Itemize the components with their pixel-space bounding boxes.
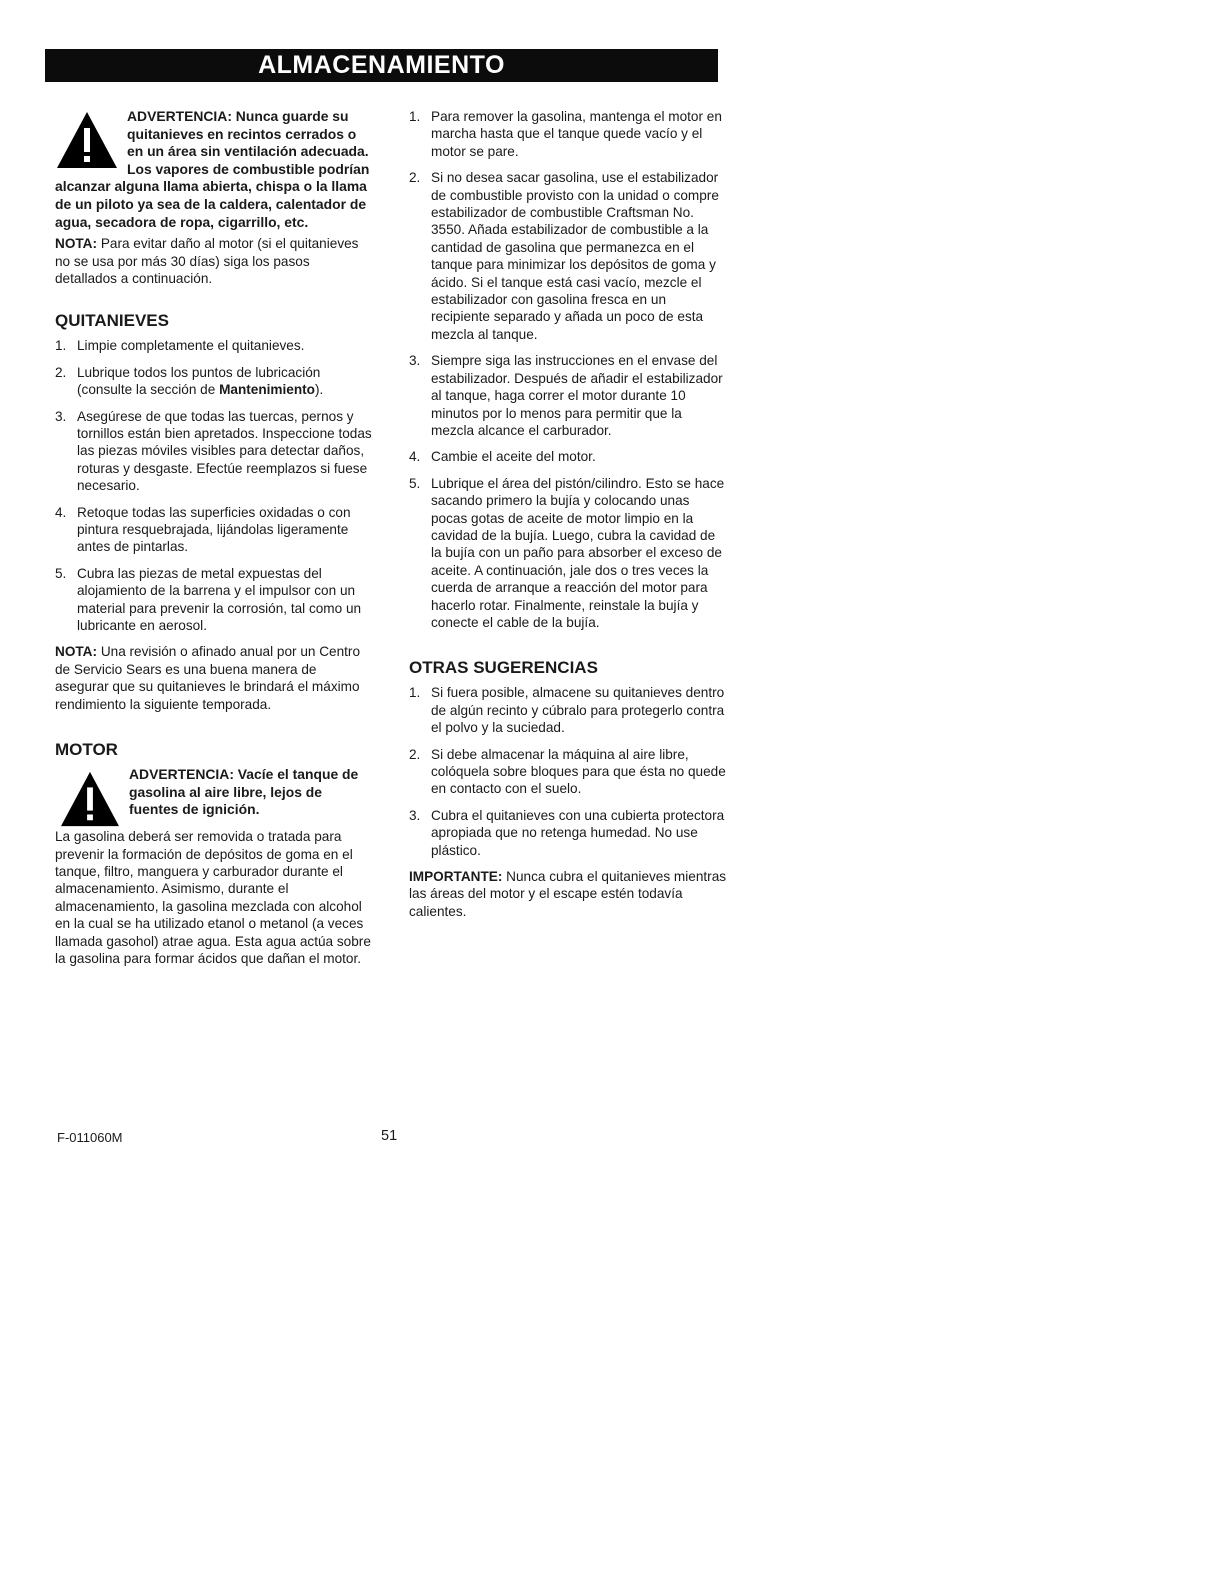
page-number: 51 (381, 1128, 398, 1144)
item-text: Lubrique todos los puntos de lubricación (consulte la sección de (77, 364, 321, 398)
warning-triangle-icon (55, 110, 119, 170)
item-number: 1. (409, 109, 421, 124)
item-text: Cubra las piezas de metal expuestas del alojamiento de la barrena y el impulsor con un material para prevenir la corrosión, tal como un lubricante en aerosol. (77, 565, 362, 634)
item-text: Asegúrese de que todas las tuercas, pernos y tornillos están bien apretados. Inspeccione todas las piezas móviles visibles para detectar daños, roturas y desgaste. Efectúe reemplazos si fuese necesario. (77, 408, 372, 494)
item-text: Para remover la gasolina, mantenga el motor en marcha hasta que el tanque quede vacío y el motor se pare. (431, 109, 722, 159)
note-paragraph (55, 643, 373, 713)
right-column (409, 108, 727, 920)
item-number: 3. (409, 807, 421, 823)
item-text: Limpie completamente el quitanieves. (77, 338, 305, 354)
item-number: 3. (55, 408, 67, 424)
quitanieves-list (55, 337, 373, 634)
item-text: Retoque todas las superficies oxidadas o con pintura resquebrajada, lijándolas ligeramente antes de pintarlas. (77, 504, 351, 555)
motor-steps-list (409, 108, 727, 631)
document-code: F-011060M (57, 1130, 123, 1145)
list-item (55, 408, 373, 495)
note-text: Para evitar daño al motor (si el quitanieves no se usa por más 30 días) siga los pasos detallados a continuación. (55, 236, 359, 286)
list-item (409, 108, 727, 160)
list-item (409, 169, 727, 343)
important-note (409, 868, 727, 920)
item-number: 5. (409, 475, 421, 491)
note-paragraph (55, 235, 373, 287)
list-item (409, 684, 727, 736)
item-number: 5. (55, 565, 67, 581)
otras-sugerencias-heading: OTRAS SUGERENCIAS (409, 658, 598, 678)
section-title: ALMACENAMIENTO (45, 49, 718, 82)
item-number: 2. (409, 170, 421, 186)
list-item (55, 504, 373, 556)
list-item (409, 352, 727, 439)
item-number: 2. (409, 746, 421, 762)
note-label: NOTA: (55, 644, 98, 660)
motor-heading: MOTOR (55, 740, 118, 760)
item-number: 1. (409, 685, 421, 701)
item-text: Cubra el quitanieves con una cubierta protectora apropiada que no retenga humedad. No use plástico. (431, 807, 725, 858)
item-text: Lubrique el área del pistón/cilindro. Esto se hace sacando primero la bujía y colocando unas pocas gotas de aceite de motor limpio en la cavidad de la bujía. Luego, cubra la cavidad de la bujía con un paño para absorber el exceso de aceite. A continuación, jale dos o tres veces la cuerda de arranque a reacción del motor para hacerlo rotar. Finalmente, reinstale la bujía y conecte el cable de la bujía. (431, 475, 725, 630)
item-number: 2. (55, 364, 67, 380)
item-text: Siempre siga las instrucciones en el envase del estabilizador. Después de añadir el estabilizador al tanque, haga correr el motor durante 10 minutos por lo menos para permitir que la mezcla alcance el carburador. (431, 353, 723, 438)
note-label: NOTA: (55, 236, 98, 252)
item-text: Cambie el aceite del motor. (431, 449, 596, 465)
warning-text: ADVERTENCIA: Vacíe el tanque de gasolina al aire libre, lejos de fuentes de ignición. (129, 766, 359, 818)
list-item (409, 448, 727, 465)
list-item (409, 746, 727, 798)
item-number: 4. (55, 504, 67, 520)
item-number: 4. (409, 449, 421, 465)
list-item (409, 807, 727, 859)
item-text: Si no desea sacar gasolina, use el estabilizador de combustible provisto con la unidad o compre estabilizador de combustible Craftsman No. 3550. Añada estabilizador de combustible a la cantidad de gasolina que permanezca en el tanque para minimizar los depósitos de goma y ácido. Si el tanque está casi vacío, mezcle el estabilizador con gasolina fresca en un recipiente separado y añada un poco de esta mezcla al tanque. (431, 170, 719, 342)
list-item (55, 565, 373, 635)
item-number: 1. (55, 338, 67, 354)
important-text: Nunca cubra el quitanieves mientras las áreas del motor y el escape estén todavía calientes. (409, 869, 727, 919)
left-column (55, 108, 373, 967)
item-bold-ref: Mantenimiento (219, 382, 315, 398)
storage-warning (55, 108, 373, 231)
item-text: Si debe almacenar la máquina al aire libre, colóquela sobre bloques para que ésta no quede en contacto con el suelo. (431, 746, 726, 797)
motor-warning (55, 764, 373, 819)
quitanieves-heading: QUITANIEVES (55, 311, 169, 331)
motor-paragraph: La gasolina deberá ser removida o tratada para prevenir la formación de depósitos de goma en el tanque, filtro, manguera y carburador durante el almacenamiento. Asimismo, durante el almacenamiento, la gasolina mezclada con alcohol en la cual se ha utilizado etanol o metanol (a veces llamada gasohol) atrae agua. Esta agua actúa sobre la gasolina para formar ácidos que dañan el motor. (55, 829, 371, 966)
item-text-tail: ). (314, 382, 324, 398)
otras-sugerencias-list (409, 684, 727, 859)
warning-triangle-icon (59, 770, 121, 828)
important-label: IMPORTANTE: (409, 869, 503, 885)
list-item (55, 364, 373, 399)
warning-text: ADVERTENCIA: Nunca guarde su quitanieves en recintos cerrados o en un área sin ventilación adecuada. Los vapores de combustible podrían alcanzar alguna llama abierta, chispa o la llama de un piloto ya sea de la caldera, calentador de agua, secadora de ropa, cigarrillo, etc. (55, 108, 370, 230)
note-text: Una revisión o afinado anual por un Centro de Servicio Sears es una buena manera de asegurar que su quitanieves le brindará el máximo rendimiento la siguiente temporada. (55, 644, 361, 712)
item-text: Si fuera posible, almacene su quitanieves dentro de algún recinto y cúbralo para protegerlo contra el polvo y la suciedad. (431, 685, 725, 736)
item-number: 3. (409, 353, 421, 369)
list-item (409, 475, 727, 632)
list-item (55, 337, 373, 354)
